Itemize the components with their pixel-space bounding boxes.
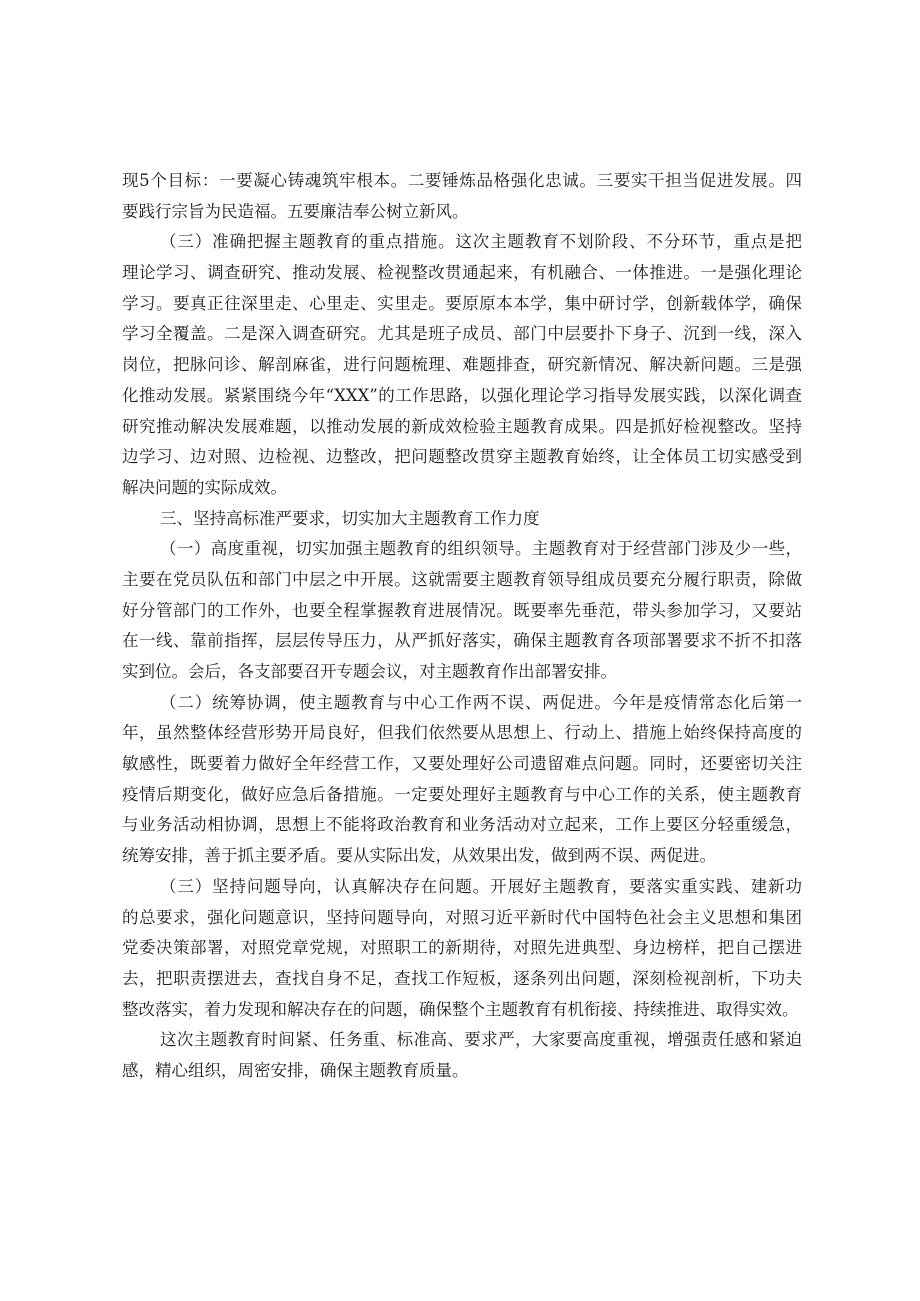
text-line: 要践行宗旨为民造福。五要廉洁奉公树立新风。: [122, 201, 469, 221]
text-line: 学习全覆盖。二是深入调查研究。尤其是班子成员、部门中层要扑下身子、沉到一线，深入: [122, 324, 802, 344]
text-line: 现5个目标：一要凝心铸魂筑牢根本。二要锤炼品格强化忠诚。三要实干担当促进发展。四: [122, 171, 802, 190]
document-body: [122, 166, 802, 1087]
text-line: 学习。要真正往深里走、心里走、实里走。要原原本本学，集中研讨学，创新载体学，确保: [122, 293, 802, 313]
body-paragraph: [122, 534, 802, 687]
text-line: 整改落实，着力发现和解决存在的问题，确保整个主题教育有机衔接、持续推进、取得实效。: [122, 999, 799, 1019]
text-line: 疫情后期变化，做好应急后备措施。一定要处理好主题教育与中心工作的关系，使主题教育: [122, 784, 802, 804]
text-line: 解决问题的实际成效。: [122, 477, 287, 497]
text-line: （二）统筹协调，使主题教育与中心工作两不误、两促进。今年是疫情常态化后第一: [160, 692, 802, 712]
text-line: 去，把职责摆进去，查找自身不足，查找工作短板，逐条列出问题，深刻检视剖析，下功夫: [122, 968, 802, 988]
heading-text: 三、坚持高标准严要求，切实加大主题教育工作力度: [160, 508, 540, 528]
body-paragraph: [122, 688, 802, 872]
text-line: 与业务活动相协调，思想上不能将政治教育和业务活动对立起来，工作上要区分轻重缓急，: [122, 815, 802, 835]
text-line: （三）准确把握主题教育的重点措施。这次主题教育不划阶段、不分环节，重点是把: [160, 232, 802, 252]
paragraph-continuation: [122, 166, 802, 227]
text-line: 在一线、靠前指挥，层层传导压力，从严抓好落实，确保主题教育各项部署要求不折不扣落: [122, 631, 802, 651]
text-line: 主要在党员队伍和部门中层之中开展。这就需要主题教育领导组成员要充分履行职责，除做: [122, 569, 802, 589]
text-line: 感，精心组织，周密安排，确保主题教育质量。: [122, 1060, 469, 1080]
text-line: （一）高度重视，切实加强主题教育的组织领导。主题教育对于经营部门涉及少一些，: [160, 539, 802, 559]
text-line: 岗位，把脉问诊、解剖麻雀，进行问题梳理、难题排查，研究新情况、解决新问题。三是强: [122, 355, 802, 375]
body-paragraph: [122, 227, 802, 503]
body-paragraph: [122, 872, 802, 1025]
text-line: 敏感性，既要着力做好全年经营工作，又要处理好公司遗留难点问题。同时，还要密切关注: [122, 754, 802, 774]
text-line: 好分管部门的工作外，也要全程掌握教育进展情况。既要率先垂范，带头参加学习，又要站: [122, 600, 802, 620]
text-line: 党委决策部署，对照党章党规，对照职工的新期待，对照先进典型、身边榜样，把自己摆进: [122, 938, 802, 958]
text-line: 理论学习、调查研究、推动发展、检视整改贯通起来，有机融合、一体推进。一是强化理论: [122, 263, 802, 283]
text-line: 化推动发展。紧紧围绕今年“XXX”的工作思路，以强化理论学习指导发展实践，以深化调查: [122, 385, 802, 405]
section-heading: [122, 504, 802, 535]
text-line: 这次主题教育时间紧、任务重、标准高、要求严，大家要高度重视，增强责任感和紧迫: [160, 1030, 802, 1050]
text-line: 的总要求，强化问题意识，坚持问题导向，对照习近平新时代中国特色社会主义思想和集团: [122, 907, 802, 927]
text-line: 统筹安排，善于抓主要矛盾。要从实际出发，从效果出发，做到两不误、两促进。: [122, 846, 716, 866]
text-line: 年，虽然整体经营形势开局良好，但我们依然要从思想上、行动上、措施上始终保持高度的: [122, 723, 802, 743]
text-line: 边学习、边对照、边检视、边整改，把问题整改贯穿主题教育始终，让全体员工切实感受到: [122, 447, 802, 467]
text-line: 研究推动解决发展难题，以推动发展的新成效检验主题教育成果。四是抓好检视整改。坚持: [122, 416, 802, 436]
body-paragraph: [122, 1025, 802, 1086]
text-line: 实到位。会后，各支部要召开专题会议，对主题教育作出部署安排。: [122, 662, 617, 681]
text-line: （三）坚持问题导向，认真解决存在问题。开展好主题教育，要落实重实践、建新功: [160, 876, 802, 896]
